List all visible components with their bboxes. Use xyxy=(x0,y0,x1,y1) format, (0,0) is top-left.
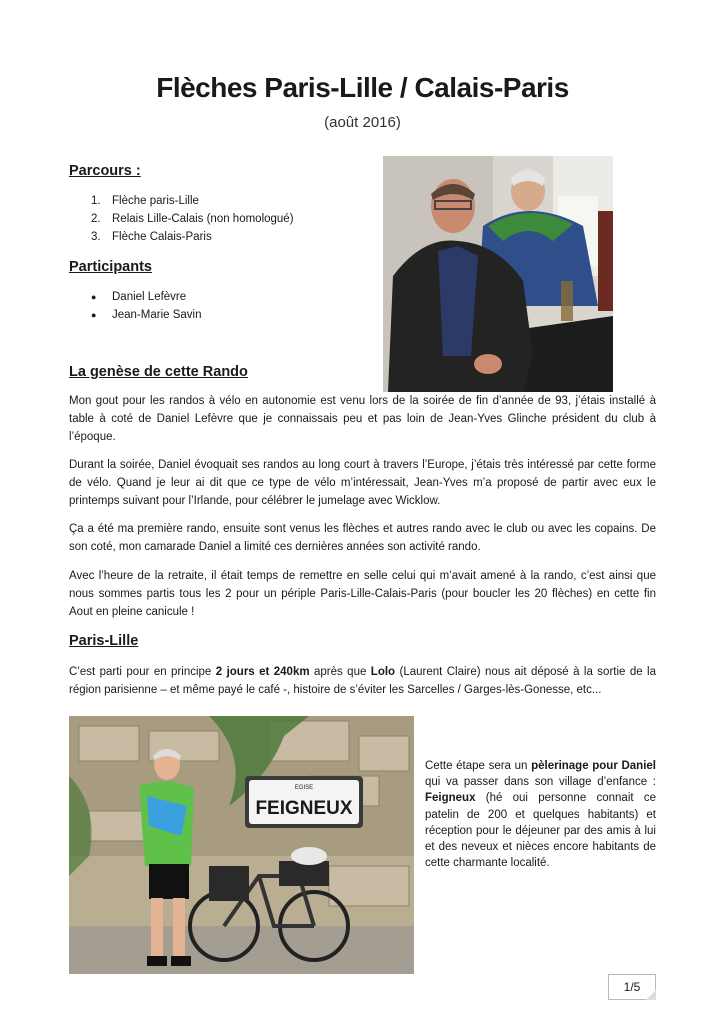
village-sign-text: FEIGNEUX xyxy=(255,798,353,819)
bullet-icon: ● xyxy=(91,310,97,320)
heading-genese: La genèse de cette Rando xyxy=(69,364,248,380)
paragraph-paris-lille: C’est parti pour en principe 2 jours et 240km après que Lolo (Laurent Claire) nous ait déposé à la sortie de la région parisienne – et même payé le café -, histoire de s’éviter les Sarcelles / Garges-lès-Gonesse, etc... xyxy=(69,666,656,696)
paragraph: Avec l’heure de la retraite, il était temps de remettre en selle celui qui m’avait amené à la rando, c’est ainsi que nous sommes partis tous les 2 pour un périple Paris-Lille-Calais-Paris (pour boucler les 20 flèches) en cette fin Aout en pleine canicule ! xyxy=(69,570,656,618)
sign-small-text: EGISE xyxy=(294,785,314,791)
photo-cyclist-feigneux xyxy=(69,716,414,974)
parcours-list xyxy=(69,192,294,246)
document-subtitle: (août 2016) xyxy=(324,114,401,131)
page-number: 1/5 xyxy=(608,974,656,1000)
list-item: 2. Relais Lille-Calais (non homologué) xyxy=(91,213,294,225)
bullet-icon: ● xyxy=(91,292,97,302)
document-title: Flèches Paris-Lille / Calais-Paris xyxy=(156,72,569,103)
paragraph: Ça a été ma première rando, ensuite sont venus les flèches et autres rando avec le club ou avec les copains. De son coté, mon camarade Daniel a limité ces dernières années son activité rando. xyxy=(69,523,656,553)
side-paragraph-feigneux: Cette étape sera un pèlerinage pour Daniel qui va passer dans son village d’enfance : Feigneux (hé oui personne connait ce patelin de 200 et quelques habitants) et réception pour le déjeuner par des amis à lui et des neveux et nièces encore habitants de cette charmante localité. xyxy=(425,760,656,870)
heading-participants: Participants xyxy=(69,259,152,275)
heading-parcours: Parcours : xyxy=(69,163,141,179)
list-item: ● Jean-Marie Savin xyxy=(69,306,201,324)
list-item: ● Daniel Lefèvre xyxy=(69,288,201,306)
photo-cyclist-illustration xyxy=(69,716,414,974)
photo-two-men xyxy=(383,156,613,392)
photo-two-men-illustration xyxy=(383,156,613,392)
list-item: 1. Flèche paris-Lille xyxy=(91,195,199,207)
paragraph: Durant la soirée, Daniel évoquait ses randos au long court à travers l’Europe, j’étais très intéressé par cette forme de vélo. Quand je leur ai dit que ce type de vélo m’intéressait, Jean-Yves m’a proposé de partir avec eux le printemps suivant pour l’Irlande, pour célébrer le jumelage avec Wicklow. xyxy=(69,459,656,507)
list-item: 3. Flèche Calais-Paris xyxy=(91,231,212,243)
participants-list xyxy=(69,288,201,324)
heading-paris-lille: Paris-Lille xyxy=(69,633,139,649)
paragraph: Mon gout pour les randos à vélo en autonomie est venu lors de la soirée de fin d’année de 93, j’étais installé à table à coté de Daniel Lefèvre que je connaissais peu et pas loin de Jean-Yves Glinche président du club à l’époque. xyxy=(69,395,656,443)
